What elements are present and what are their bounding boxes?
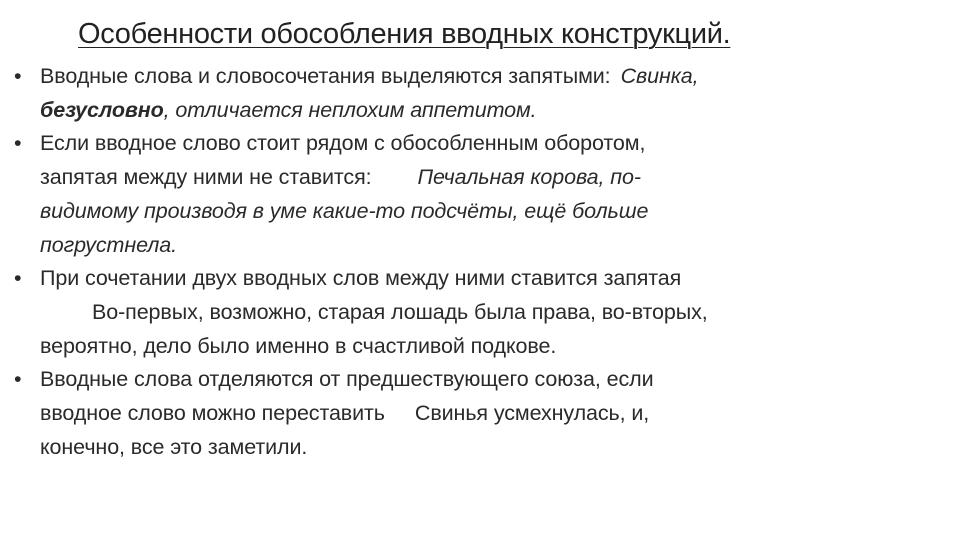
bullet-line xyxy=(40,397,944,431)
example-text: Печальная корова, по- xyxy=(417,165,641,190)
bullet-marker: • xyxy=(14,266,22,291)
bullet-line xyxy=(40,161,944,195)
bullet-line: конечно, все это заметили. xyxy=(40,434,308,459)
bullet-marker: • xyxy=(14,131,22,156)
bullet-line: вероятно, дело было именно в счастливой подкове. xyxy=(40,333,557,358)
bullet-line xyxy=(40,60,944,94)
bullet-marker: • xyxy=(14,367,22,392)
bullet-line xyxy=(40,296,944,330)
bullet-line: Вводные слова отделяются от предшествующего союза, если xyxy=(40,367,654,392)
bullet-item xyxy=(14,60,944,127)
bullet-line: видимому производя в уме какие-то подсчёты, ещё больше xyxy=(40,198,649,223)
bullet-item xyxy=(14,127,944,262)
slide-title: Особенности обособления вводных конструкций. xyxy=(78,18,731,50)
bullet-line: Если вводное слово стоит рядом с обособленным оборотом, xyxy=(40,131,646,156)
rule-text: вводное слово можно переставить xyxy=(40,401,385,426)
bullet-line: погрустнела. xyxy=(40,232,177,257)
bullet-line xyxy=(40,94,944,128)
bullet-marker: • xyxy=(14,64,22,88)
example-emphasis: безусловно xyxy=(40,97,164,122)
bullet-item xyxy=(14,363,944,464)
example-text: Во-первых, возможно, старая лошадь была права, во-вторых, xyxy=(92,299,708,324)
example-text: , отличается неплохим аппетитом. xyxy=(163,97,537,122)
bullet-line: При сочетании двух вводных слов между ними ставится запятая xyxy=(40,266,682,291)
example-text: Свинья усмехнулась, и, xyxy=(414,401,650,426)
rule-text: запятая между ними не ставится: xyxy=(40,165,372,190)
rule-text: Вводные слова и словосочетания выделяются запятыми: xyxy=(40,64,611,88)
bullet-item xyxy=(14,262,944,363)
example-text: Свинка, xyxy=(620,64,699,88)
bullet-list xyxy=(14,60,944,464)
